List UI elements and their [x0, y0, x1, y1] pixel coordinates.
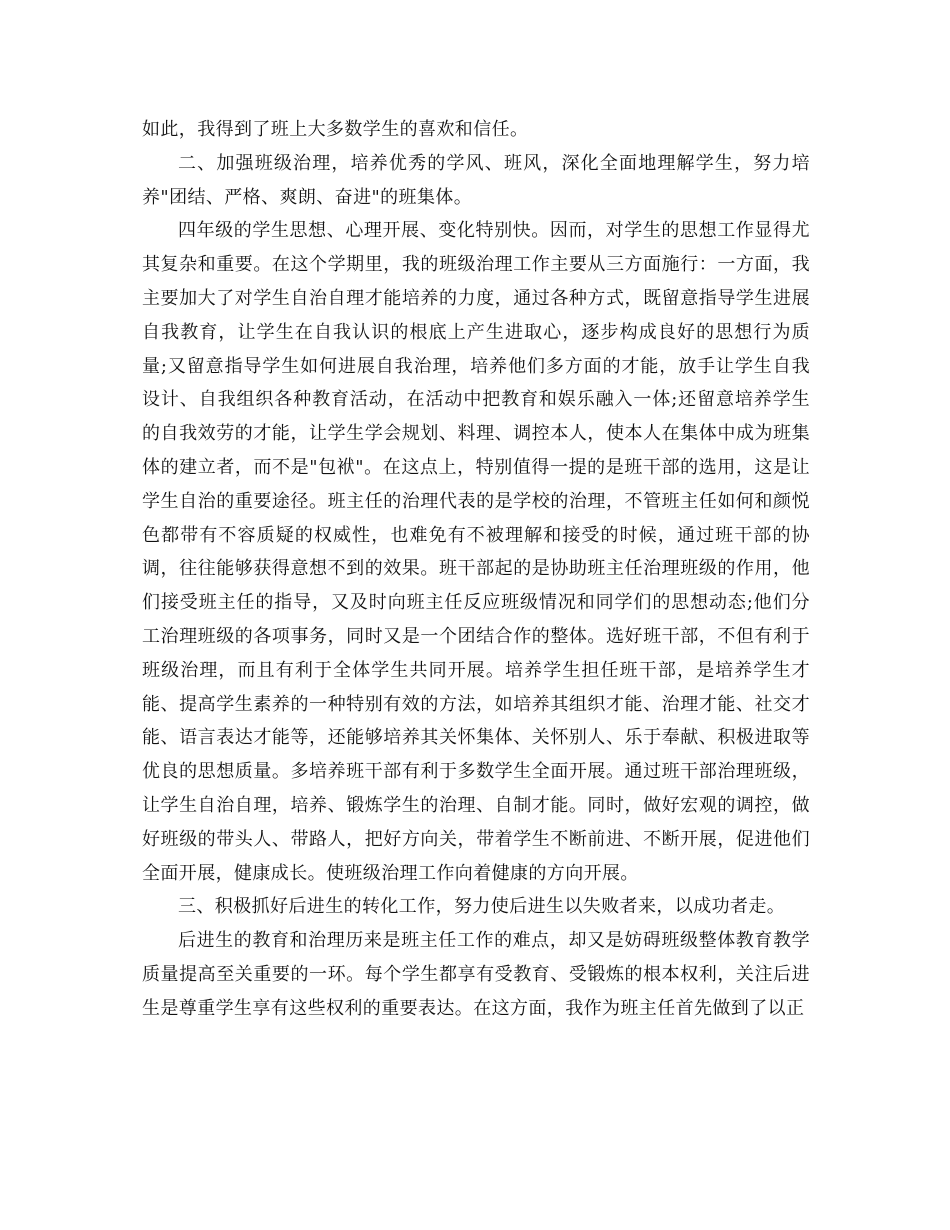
- document-body: [142, 113, 810, 1026]
- paragraph-class-management: 四年级的学生思想、心理开展、变化特别快。因而，对学生的思想工作显得尤其复杂和重要。在这个学期里，我的班级治理工作主要从三方面施行：一方面，我主要加大了对学生自治自理才能培养的力度，通过各种方式，既留意指导学生进展自我教育，让学生在自我认识的根底上产生进取心，逐步构成良好的思想行为质量;又留意指导学生如何进展自我治理，培养他们多方面的才能，放手让学生自我设计、自我组织各种教育活动，在活动中把教育和娱乐融入一体;还留意培养学生的自我效劳的才能，让学生学会规划、料理、调控本人，使本人在集体中成为班集体的建立者，而不是"包袱"。在这点上，特别值得一提的是班干部的选用，这是让学生自治的重要途径。班主任的治理代表的是学校的治理，不管班主任如何和颜悦色都带有不容质疑的权威性，也难免有不被理解和接受的时候，通过班干部的协调，往往能够获得意想不到的效果。班干部起的是协助班主任治理班级的作用，他们接受班主任的指导，又及时向班主任反应班级情况和同学们的思想动态;他们分工治理班级的各项事务，同时又是一个团结合作的整体。选好班干部，不但有利于班级治理，而且有利于全体学生共同开展。培养学生担任班干部，是培养学生才能、提高学生素养的一种特别有效的方法，如培养其组织才能、治理才能、社交才能、语言表达才能等，还能够培养其关怀集体、关怀别人、乐于奉献、积极进取等优良的思想质量。多培养班干部有利于多数学生全面开展。通过班干部治理班级，让学生自治自理，培养、锻炼学生的治理、自制才能。同时，做好宏观的调控，做好班级的带头人、带路人，把好方向关，带着学生不断前进、不断开展，促进他们全面开展，健康成长。使班级治理工作向着健康的方向开展。: [142, 220, 810, 884]
- paragraph-continuation: 如此，我得到了班上大多数学生的喜欢和信任。: [142, 119, 529, 140]
- paragraph-section-three-heading: 三、积极抓好后进生的转化工作，努力使后进生以失败者来，以成功者走。: [178, 896, 786, 918]
- paragraph-underachievers: 后进生的教育和治理历来是班主任工作的难点，却又是妨碍班级整体教育教学质量提高至关重要的一环。每个学生都享有受教育、受锻炼的根本权利，关注后进生是尊重学生享有这些权利的重要表达。在这方面，我作为班主任首先做到了以正: [142, 930, 810, 1019]
- paragraph-section-two-heading: 二、加强班级治理，培养优秀的学风、班风，深化全面地理解学生，努力培养"团结、严格、爽朗、奋进"的班集体。: [142, 152, 810, 208]
